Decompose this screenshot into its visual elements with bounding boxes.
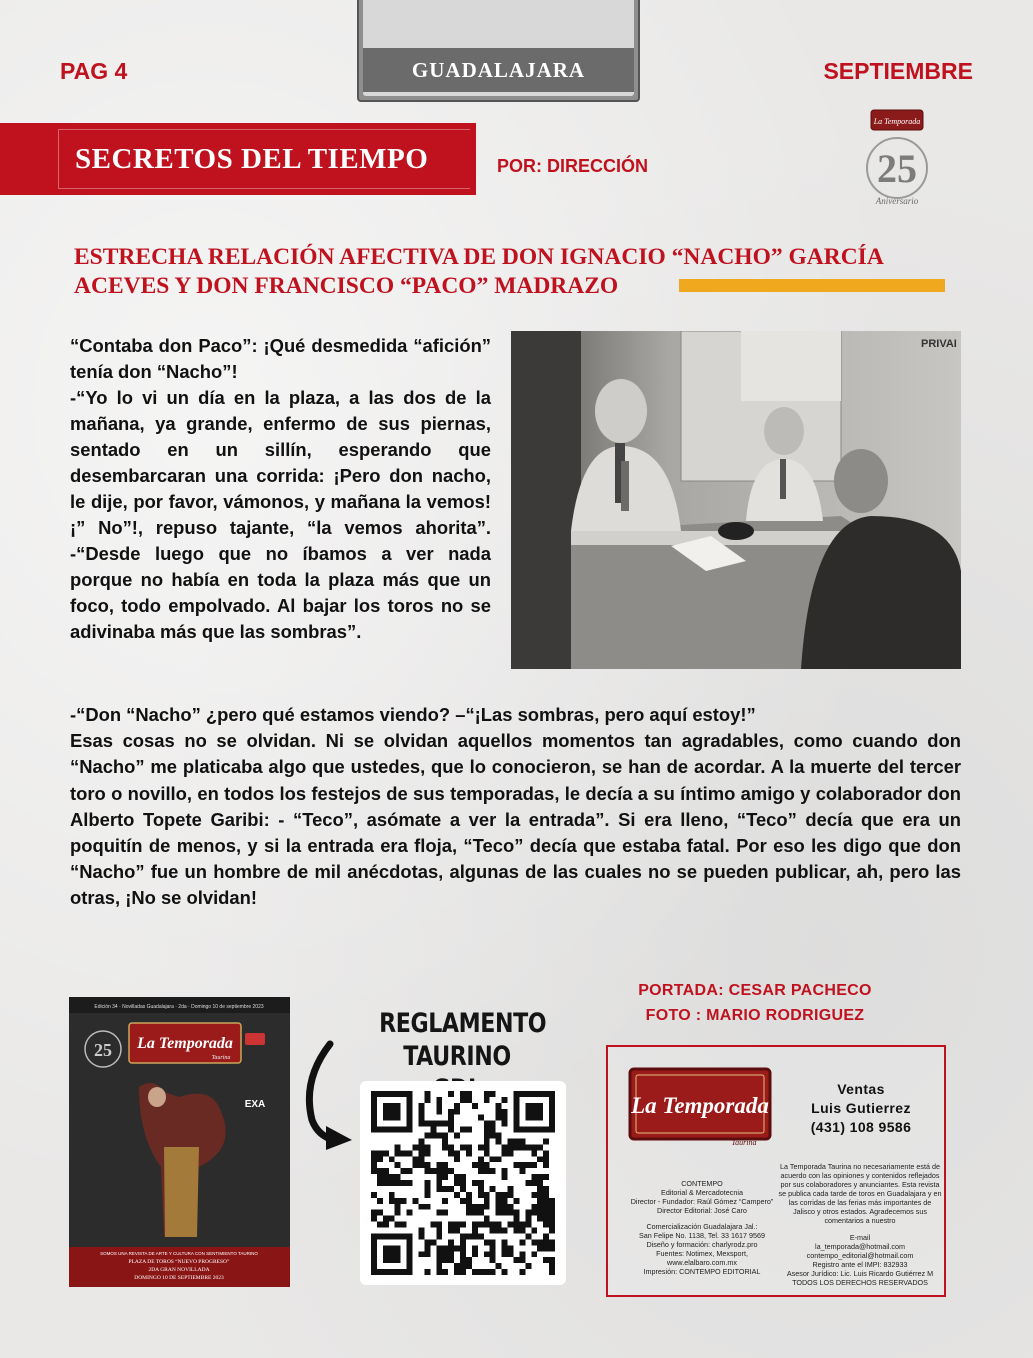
article-body xyxy=(70,702,961,912)
staff-line: CONTEMPO xyxy=(681,1179,723,1188)
anniversary-logo xyxy=(857,108,937,208)
cover-side-tag: EXA xyxy=(244,1099,266,1110)
anniversary-logo-number: 25 xyxy=(877,146,917,191)
cover-top-line: Edición 34 · Novilladas Guadalajara · 2da · Domingo 10 de septiembre 2023 xyxy=(94,1004,264,1010)
staff-line: Director Editorial: José Caro xyxy=(657,1206,747,1215)
magazine-cover xyxy=(69,997,290,1287)
qr-code[interactable] xyxy=(360,1081,566,1285)
contact-line: TODOS LOS DERECHOS RESERVADOS xyxy=(792,1278,928,1287)
column-paragraph: “Contaba don Paco”: ¡Qué desmedida “afición” tenía don “Nacho”! xyxy=(70,335,491,382)
cover-title: La Temporada xyxy=(137,1035,233,1052)
staff-credits xyxy=(616,1179,788,1276)
masthead-box xyxy=(606,1045,946,1297)
section-banner xyxy=(0,123,476,195)
staff-line: Impresión: CONTEMPO EDITORIAL xyxy=(643,1267,761,1276)
city-label: GUADALAJARA xyxy=(363,48,634,92)
sales-phone: (431) 108 9586 xyxy=(810,1119,912,1135)
sales-name: Luis Gutierrez xyxy=(811,1100,911,1116)
photo-sign: PRIVAI xyxy=(921,338,957,350)
cover-bottom-line-3: 2DA GRAN NOVILLADA xyxy=(148,1267,210,1273)
masthead-logo-title: La Temporada xyxy=(631,1093,769,1118)
historic-photo xyxy=(511,331,961,669)
cover-bottom-line-1: SOMOS UNA REVISTA DE ARTE Y CULTURA CON SENTIMIENTO TAURINO xyxy=(100,1251,258,1256)
cover-bottom-line-4: DOMINGO 10 DE SEPTIEMBRE 2023 xyxy=(134,1275,224,1281)
sales-contact xyxy=(786,1080,936,1137)
regulation-title-line-1: REGLAMENTO xyxy=(379,1008,547,1039)
staff-line: Director - Fundador: Raúl Gómez “Campero” xyxy=(630,1197,774,1206)
anniversary-logo-brand: La Temporada xyxy=(873,117,921,126)
headline-line-1: ESTRECHA RELACIÓN AFECTIVA DE DON IGNACIO “NACHO” GARCÍA xyxy=(74,244,884,270)
disclaimer-text: La Temporada Taurina no necesariamente está de acuerdo con las opiniones y contenidos reflejados por sus colaboradores y anunciantes. Esta revista se publica cada tarde de toros en Guadalajara y en las corridas de las ferias más importantes de Jalisco y otros estados. Agradecemos sus comentarios a nuestro xyxy=(778,1162,942,1225)
contact-line: E-mail xyxy=(849,1233,871,1242)
column-paragraph: -“Yo lo vi un día en la plaza, a las dos de la mañana, ya grande, enfermo de sus piernas, sentado en un sillín, esperando que desembarcaran una corrida: ¡Pero don nacho, le dije, por favor, vámonos, y mañana la vemos! ¡” No”!, repuso tajante, “la vemos ahorita”. -“Desde luego que no íbamos a ver nada porque no había en toda la plaza más que un foco, todo empolvado. Al bajar los toros no se adivinaba más que las sombras”. xyxy=(70,387,491,642)
cover-credit: PORTADA: CESAR PACHECO xyxy=(638,982,872,999)
masthead-logo-sub: Taurina xyxy=(731,1138,757,1147)
contact-email[interactable]: contempo_editorial@hotmail.com xyxy=(806,1251,914,1260)
contact-line: Asesor Jurídico: Lic. Luis Ricardo Gutiérrez M xyxy=(786,1269,934,1278)
section-title: SECRETOS DEL TIEMPO xyxy=(58,129,470,189)
photo-credit: FOTO : MARIO RODRIGUEZ xyxy=(645,1007,865,1024)
article-column xyxy=(70,333,491,645)
article-headline xyxy=(74,243,964,301)
body-paragraph: Esas cosas no se olvidan. Ni se olvidan aquellos momentos tan agradables, como cuando don “Nacho” me platicaba algo que ustedes, que lo conocieron, se han de acordar. A la muerte del tercer toro o novillo, en todos los festejos de sus temporadas, le decía a su íntimo amigo y colaborador don Alberto Topete Garibi: - “Teco”, asómate a ver la entrada”. Si era lleno, “Teco” decía que era un poquitín de menos, y si la entrada era floja, “Teco” decía que estaba fatal. Por eso les digo que don “Nacho” fue un hombre de mil anécdotas, algunas de las cuales no se pueden publicar, ah, pero las otras, ¡No se olvidan! xyxy=(70,730,961,909)
contact-info xyxy=(778,1233,942,1287)
cover-bottom-line-2: PLAZA DE TOROS “NUEVO PROGRESO” xyxy=(128,1259,230,1265)
month-label: SEPTIEMBRE xyxy=(823,58,973,84)
headline-rule xyxy=(679,279,945,292)
sales-label: Ventas xyxy=(837,1081,885,1097)
page-number: PAG 4 xyxy=(60,58,128,84)
staff-line: San Felipe No. 1138, Tel. 33 1617 9569 xyxy=(638,1231,765,1240)
regulation-title-line-2: TAURINO xyxy=(403,1041,511,1072)
author-byline: POR: DIRECCIÓN xyxy=(497,156,649,176)
staff-line: Editorial & Mercadotecnia xyxy=(661,1188,743,1197)
contact-line: Registro ante el IMPI: 832933 xyxy=(812,1260,908,1269)
staff-line: Diseño y formación: charlyrodz.pro xyxy=(646,1240,758,1249)
staff-line: Fuentes: Notimex, Mexsport, xyxy=(656,1249,748,1258)
cover-subtitle: Taurina xyxy=(211,1055,231,1061)
city-tab xyxy=(357,0,640,102)
photo-credits xyxy=(610,978,900,1028)
contact-email[interactable]: la_temporada@hotmail.com xyxy=(815,1242,905,1251)
cover-anniversary: 25 xyxy=(94,1040,112,1060)
staff-line: Comercialización Guadalajara Jal.: xyxy=(646,1222,758,1231)
curved-arrow-icon xyxy=(300,1040,360,1150)
staff-line: www.elalbaro.com.mx xyxy=(667,1258,737,1267)
body-line: -“Don “Nacho” ¿pero qué estamos viendo? –“¡Las sombras, pero aquí estoy!” xyxy=(70,704,756,725)
headline-line-2: ACEVES Y DON FRANCISCO “PACO” MADRAZO xyxy=(74,273,619,299)
anniversary-logo-caption: Aniversario xyxy=(875,196,919,206)
masthead-logo xyxy=(628,1067,772,1149)
